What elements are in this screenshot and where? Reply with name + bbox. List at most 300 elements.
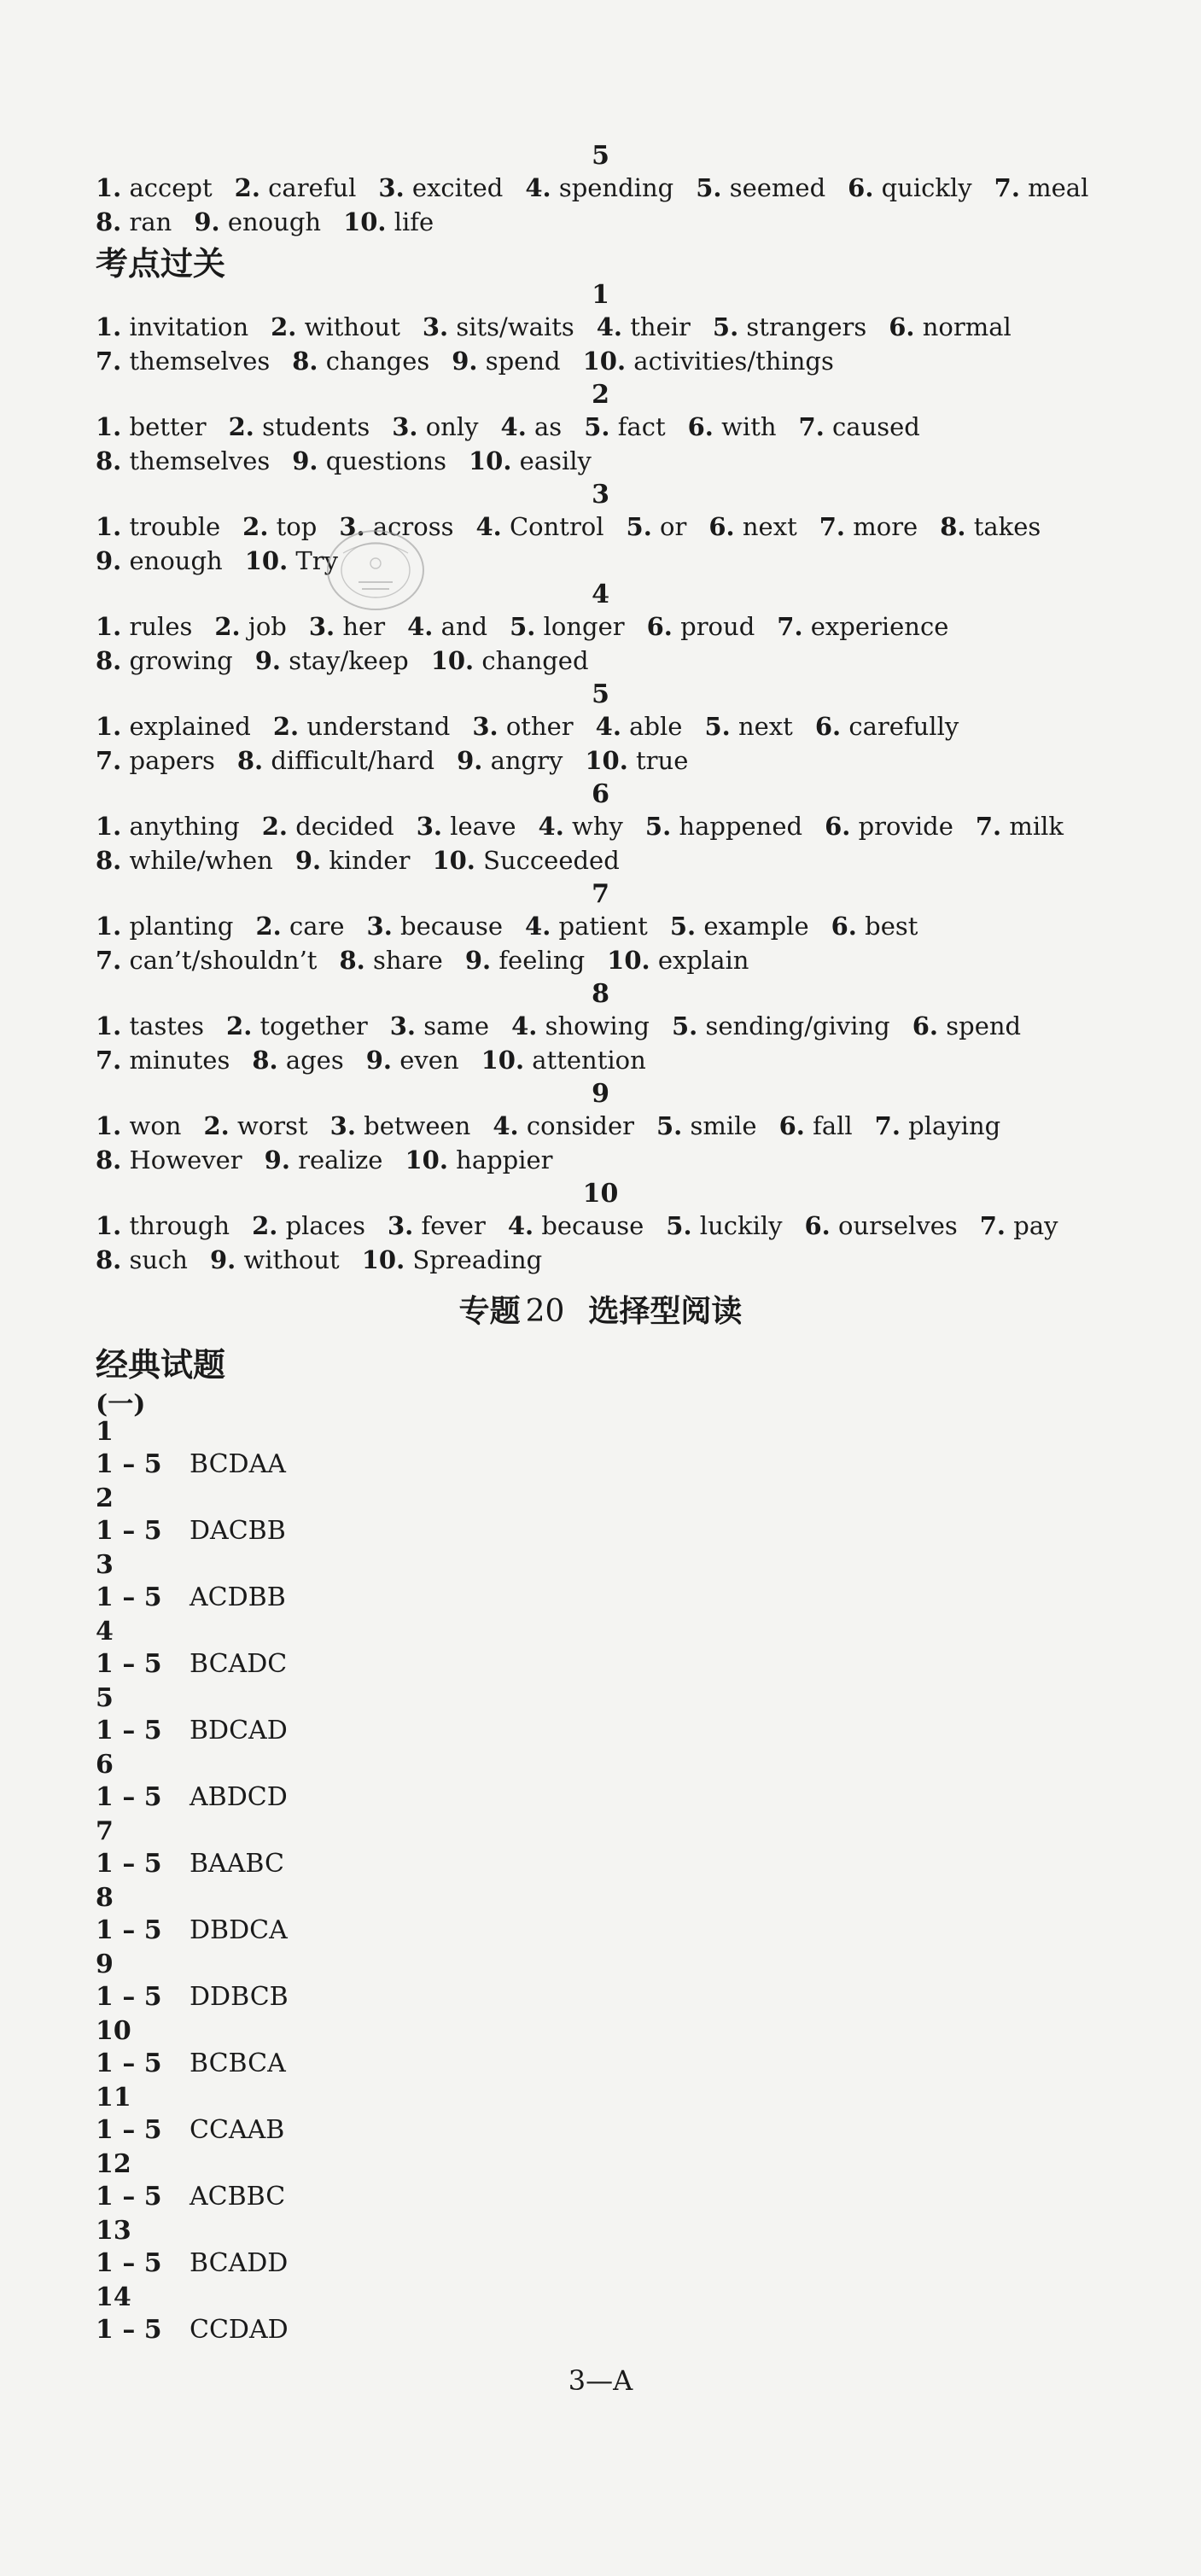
answer-number: 10. bbox=[430, 646, 475, 675]
range-label: 1 – 5 bbox=[96, 1582, 162, 1612]
answer-word: seemed bbox=[729, 173, 826, 202]
answer-word: minutes bbox=[129, 1046, 230, 1075]
answer-word: because bbox=[541, 1211, 644, 1240]
answer-item bbox=[539, 812, 623, 841]
answer-word: across bbox=[372, 512, 454, 541]
answer-word: longer bbox=[543, 612, 625, 641]
answer-item bbox=[472, 712, 573, 741]
answer-word: pay bbox=[1013, 1211, 1058, 1240]
answer-line bbox=[96, 1011, 1043, 1040]
answer-word: ages bbox=[285, 1046, 344, 1075]
answer-number: 6. bbox=[687, 412, 714, 441]
answer-item bbox=[713, 312, 866, 341]
answer-number: 9. bbox=[464, 946, 492, 975]
answer-word: Spreading bbox=[412, 1245, 543, 1274]
answer-line bbox=[96, 207, 456, 236]
answer-item bbox=[627, 512, 687, 541]
answer-word: playing bbox=[908, 1111, 1001, 1140]
answer-item bbox=[214, 612, 287, 641]
stamp-watermark bbox=[318, 519, 434, 620]
answer-item bbox=[273, 712, 451, 741]
answer-number: 10. bbox=[607, 946, 650, 975]
range-label: 1 – 5 bbox=[96, 2315, 162, 2345]
answer-item bbox=[96, 1046, 230, 1075]
range-label: 1 – 5 bbox=[96, 1516, 162, 1546]
answer-row bbox=[96, 2182, 285, 2212]
answer-number: 10. bbox=[582, 347, 627, 376]
answer-number: 3. bbox=[378, 173, 405, 202]
page-footer: 3—A bbox=[568, 2364, 633, 2397]
answer-line bbox=[96, 512, 1063, 541]
answer-number: 8. bbox=[96, 1145, 122, 1174]
answer-item bbox=[390, 1011, 489, 1040]
answer-item bbox=[237, 746, 434, 775]
answer-number: 8. bbox=[292, 347, 318, 376]
answer-line bbox=[96, 412, 942, 441]
answer-item bbox=[96, 446, 270, 475]
answer-word: sending/giving bbox=[705, 1011, 890, 1040]
answer-word: changes bbox=[325, 347, 430, 376]
answer-word: spend bbox=[485, 347, 561, 376]
answer-number: 9. bbox=[264, 1145, 290, 1174]
answer-number: 8. bbox=[96, 1245, 122, 1274]
answer-number: 10. bbox=[432, 846, 475, 875]
answer-item bbox=[597, 312, 691, 341]
answer-number: 4. bbox=[595, 712, 621, 741]
answer-number: 9. bbox=[292, 446, 318, 475]
answer-word: normal bbox=[922, 312, 1012, 341]
answer-item bbox=[799, 412, 920, 441]
answer-item bbox=[210, 1245, 340, 1274]
answer-item bbox=[848, 173, 972, 202]
answer-number: 4. bbox=[500, 412, 527, 441]
answer-word: next bbox=[742, 512, 797, 541]
answer-item bbox=[295, 846, 411, 875]
answer-number: 8. bbox=[940, 512, 966, 541]
answer-word: excited bbox=[411, 173, 504, 202]
answer-number: 5. bbox=[696, 173, 722, 202]
answer-word: spend bbox=[946, 1011, 1022, 1040]
section-heading-jingdian: 经典试题 bbox=[96, 1346, 226, 1384]
answer-row bbox=[96, 1516, 286, 1546]
answer-number: 7. bbox=[96, 746, 122, 775]
question-number: 1 bbox=[96, 1417, 114, 1447]
answer-item bbox=[96, 912, 233, 941]
answer-word: ran bbox=[129, 207, 172, 236]
answer-item bbox=[777, 612, 948, 641]
answer-word: proud bbox=[680, 612, 755, 641]
answer-number: 1. bbox=[96, 312, 122, 341]
answer-item bbox=[815, 712, 959, 741]
answer-number: 9. bbox=[254, 646, 282, 675]
answer-item bbox=[96, 1145, 242, 1174]
answer-number: 8. bbox=[252, 1046, 278, 1075]
answer-item bbox=[493, 1111, 634, 1140]
answer-number: 3. bbox=[366, 912, 393, 941]
answer-row bbox=[96, 1849, 284, 1879]
answer-letters: CCDAD bbox=[189, 2315, 289, 2345]
answer-item bbox=[194, 207, 321, 236]
answer-word: accept bbox=[129, 173, 213, 202]
answer-number: 2. bbox=[234, 173, 260, 202]
answer-number: 9. bbox=[194, 207, 220, 236]
answer-number: 4. bbox=[507, 1211, 534, 1240]
answer-item bbox=[670, 912, 809, 941]
answer-number: 5. bbox=[669, 912, 697, 941]
answer-letters: BDCAD bbox=[189, 1716, 288, 1746]
range-label: 1 – 5 bbox=[96, 1716, 162, 1746]
answer-word: kinder bbox=[329, 846, 411, 875]
answer-item bbox=[805, 1211, 958, 1240]
answer-item bbox=[378, 173, 503, 202]
answer-word: through bbox=[129, 1211, 230, 1240]
answer-word: realize bbox=[298, 1145, 383, 1174]
answer-item bbox=[271, 312, 400, 341]
answer-word: However bbox=[129, 1145, 242, 1174]
answer-line bbox=[96, 912, 940, 941]
answer-word: her bbox=[342, 612, 386, 641]
answer-letters: BCADD bbox=[189, 2248, 289, 2278]
answer-word: careful bbox=[268, 173, 357, 202]
answer-line bbox=[96, 812, 1086, 841]
answer-word: leave bbox=[450, 812, 516, 841]
answer-number: 3. bbox=[416, 812, 443, 841]
topic-name: 选择型阅读 bbox=[588, 1294, 743, 1329]
answer-word: easily bbox=[519, 446, 592, 475]
answer-row bbox=[96, 1649, 287, 1679]
answer-item bbox=[525, 173, 673, 202]
answer-number: 6. bbox=[646, 612, 673, 641]
question-number: 2 bbox=[96, 1483, 114, 1513]
answer-word: best bbox=[865, 912, 918, 941]
answer-number: 3. bbox=[389, 1011, 417, 1040]
answer-number: 2. bbox=[255, 912, 282, 941]
answer-number: 2. bbox=[272, 712, 300, 741]
answer-word: explained bbox=[129, 712, 251, 741]
answer-row bbox=[96, 1449, 286, 1479]
answer-number: 4. bbox=[525, 912, 551, 941]
answer-word: happened bbox=[679, 812, 803, 841]
answer-word: anything bbox=[129, 812, 240, 841]
answer-word: same bbox=[423, 1011, 490, 1040]
range-label: 1 – 5 bbox=[96, 1982, 162, 2012]
answer-word: and bbox=[440, 612, 488, 641]
answer-number: 3. bbox=[388, 1211, 414, 1240]
answer-row bbox=[96, 1582, 286, 1612]
range-label: 1 – 5 bbox=[96, 1915, 162, 1945]
answer-number: 2. bbox=[214, 612, 241, 641]
answer-word: Control bbox=[509, 512, 604, 541]
answer-number: 2. bbox=[228, 412, 254, 441]
answer-item bbox=[96, 412, 207, 441]
answer-item bbox=[235, 173, 357, 202]
answer-item bbox=[647, 612, 755, 641]
answer-word: invitation bbox=[129, 312, 249, 341]
answer-item bbox=[666, 1211, 782, 1240]
range-label: 1 – 5 bbox=[96, 2115, 162, 2145]
answer-item bbox=[252, 1046, 343, 1075]
answer-word: decided bbox=[295, 812, 394, 841]
answer-item bbox=[704, 712, 792, 741]
answer-item bbox=[688, 412, 777, 441]
answer-item bbox=[96, 546, 223, 575]
question-number: 5 bbox=[96, 1683, 114, 1713]
answer-item bbox=[242, 512, 317, 541]
answer-number: 5. bbox=[671, 1011, 698, 1040]
answer-word: life bbox=[394, 207, 434, 236]
answer-item bbox=[994, 173, 1089, 202]
answer-number: 1. bbox=[96, 612, 122, 641]
answer-number: 10. bbox=[405, 1145, 448, 1174]
answer-item bbox=[452, 347, 560, 376]
question-number: 13 bbox=[96, 2216, 131, 2246]
answer-word: themselves bbox=[129, 446, 271, 475]
group-number: 9 bbox=[592, 1079, 609, 1109]
answer-item bbox=[696, 173, 825, 202]
question-number: 3 bbox=[96, 1550, 114, 1580]
answer-line bbox=[96, 712, 981, 741]
answer-number: 7. bbox=[975, 812, 1002, 841]
answer-number: 6. bbox=[804, 1211, 831, 1240]
answer-word: while/when bbox=[129, 846, 273, 875]
topic-title bbox=[0, 1287, 1201, 1331]
answer-word: Succeeded bbox=[483, 846, 620, 875]
answer-word: worst bbox=[236, 1111, 308, 1140]
answer-letters: BCDAA bbox=[189, 1449, 286, 1479]
group-number: 6 bbox=[592, 779, 609, 809]
answer-item bbox=[432, 846, 619, 875]
answer-word: ourselves bbox=[838, 1211, 958, 1240]
answer-word: showing bbox=[545, 1011, 650, 1040]
answer-item bbox=[508, 1211, 644, 1240]
answer-number: 5. bbox=[704, 712, 731, 741]
question-number: 8 bbox=[96, 1883, 114, 1913]
answer-row bbox=[96, 1716, 288, 1746]
answer-number: 6. bbox=[848, 173, 874, 202]
answer-item bbox=[255, 912, 344, 941]
answer-number: 7. bbox=[96, 347, 122, 376]
answer-number: 4. bbox=[407, 612, 434, 641]
answer-item bbox=[96, 712, 251, 741]
answer-word: patient bbox=[558, 912, 648, 941]
answer-line bbox=[96, 746, 710, 775]
answer-item bbox=[262, 812, 394, 841]
answer-number: 2. bbox=[242, 512, 269, 541]
answer-number: 8. bbox=[236, 746, 264, 775]
answer-number: 7. bbox=[979, 1211, 1006, 1240]
answer-word: even bbox=[399, 1046, 459, 1075]
answer-word: example bbox=[703, 912, 809, 941]
answer-item bbox=[708, 512, 796, 541]
answer-item bbox=[96, 612, 192, 641]
group-number: 3 bbox=[592, 480, 609, 510]
answer-number: 3. bbox=[422, 312, 449, 341]
answer-word: fall bbox=[813, 1111, 853, 1140]
answer-row bbox=[96, 1982, 289, 2012]
answer-number: 10. bbox=[585, 746, 628, 775]
answer-item bbox=[431, 646, 589, 675]
answer-word: able bbox=[629, 712, 683, 741]
answer-word: trouble bbox=[129, 512, 221, 541]
topic-prefix: 专题 bbox=[458, 1294, 521, 1329]
answer-word: care bbox=[289, 912, 345, 941]
answer-item bbox=[96, 173, 213, 202]
answer-number: 5. bbox=[584, 412, 610, 441]
answer-number: 10. bbox=[361, 1245, 405, 1274]
answer-number: 6. bbox=[831, 912, 857, 941]
answer-number: 1. bbox=[96, 1111, 122, 1140]
answer-word: changed bbox=[481, 646, 589, 675]
answer-number: 4. bbox=[596, 312, 623, 341]
answer-letters: DACBB bbox=[189, 1516, 286, 1546]
answer-number: 7. bbox=[96, 1046, 122, 1075]
answer-item bbox=[96, 1011, 204, 1040]
answer-word: quickly bbox=[881, 173, 972, 202]
answer-line bbox=[96, 646, 611, 675]
answer-item bbox=[96, 646, 233, 675]
answer-number: 5. bbox=[644, 812, 672, 841]
question-number: 6 bbox=[96, 1750, 114, 1780]
answer-item bbox=[940, 512, 1041, 541]
answer-item bbox=[343, 207, 434, 236]
answer-number: 1. bbox=[96, 412, 122, 441]
answer-word: luckily bbox=[699, 1211, 783, 1240]
answer-item bbox=[457, 746, 563, 775]
answer-word: understand bbox=[306, 712, 451, 741]
answer-word: provide bbox=[858, 812, 953, 841]
answer-item bbox=[388, 1211, 486, 1240]
answer-number: 4. bbox=[475, 512, 502, 541]
answer-word: with bbox=[721, 412, 777, 441]
question-number: 14 bbox=[96, 2282, 131, 2312]
answer-row bbox=[96, 1915, 288, 1945]
answer-item bbox=[265, 1145, 383, 1174]
answer-word: only bbox=[425, 412, 479, 441]
answer-number: 10. bbox=[481, 1046, 525, 1075]
answer-item bbox=[819, 512, 918, 541]
range-label: 1 – 5 bbox=[96, 1849, 162, 1879]
answer-item bbox=[584, 412, 665, 441]
answer-number: 5. bbox=[712, 312, 739, 341]
answer-number: 7. bbox=[777, 612, 803, 641]
answer-word: without bbox=[304, 312, 400, 341]
answer-word: papers bbox=[129, 746, 215, 775]
question-number: 12 bbox=[96, 2149, 131, 2179]
question-number: 7 bbox=[96, 1816, 114, 1846]
question-number: 9 bbox=[96, 1949, 114, 1979]
answer-word: Try bbox=[295, 546, 338, 575]
answer-number: 5. bbox=[656, 1111, 683, 1140]
answer-item bbox=[96, 1245, 188, 1274]
range-label: 1 – 5 bbox=[96, 2248, 162, 2278]
answer-word: without bbox=[243, 1245, 340, 1274]
answer-number: 5. bbox=[626, 512, 652, 541]
answer-item bbox=[779, 1111, 853, 1140]
answer-number: 7. bbox=[798, 412, 825, 441]
answer-number: 2. bbox=[261, 812, 288, 841]
answer-item bbox=[656, 1111, 757, 1140]
answer-item bbox=[252, 1211, 365, 1240]
answer-item bbox=[392, 412, 478, 441]
answer-item bbox=[366, 1046, 459, 1075]
answer-number: 3. bbox=[329, 1111, 356, 1140]
answer-item bbox=[825, 812, 953, 841]
answer-number: 1. bbox=[96, 1211, 122, 1240]
answer-item bbox=[889, 312, 1012, 341]
group-number: 2 bbox=[592, 380, 609, 410]
answer-number: 2. bbox=[226, 1011, 253, 1040]
group-number: 4 bbox=[592, 580, 609, 609]
answer-item bbox=[831, 912, 918, 941]
answer-word: places bbox=[285, 1211, 365, 1240]
answer-item bbox=[292, 446, 446, 475]
answer-number: 2. bbox=[271, 312, 297, 341]
answer-item bbox=[229, 412, 370, 441]
answer-item bbox=[583, 347, 834, 376]
range-label: 1 – 5 bbox=[96, 1649, 162, 1679]
answer-number: 8. bbox=[96, 446, 122, 475]
answer-word: together bbox=[259, 1011, 368, 1040]
answer-item bbox=[510, 612, 625, 641]
answer-word: smile bbox=[690, 1111, 757, 1140]
answer-word: activities/things bbox=[633, 347, 834, 376]
group-number: 10 bbox=[582, 1179, 619, 1209]
answer-number: 10. bbox=[343, 207, 387, 236]
answer-word: sits/waits bbox=[456, 312, 574, 341]
answer-number: 9. bbox=[457, 746, 483, 775]
answer-item bbox=[367, 912, 503, 941]
part-label: (一) bbox=[96, 1390, 146, 1419]
answer-item bbox=[875, 1111, 1001, 1140]
answer-item bbox=[96, 1211, 230, 1240]
answer-number: 9. bbox=[294, 846, 322, 875]
answer-line bbox=[96, 1211, 1081, 1240]
answer-number: 1. bbox=[96, 1011, 122, 1040]
answer-word: more bbox=[853, 512, 918, 541]
answer-number: 8. bbox=[96, 207, 122, 236]
answer-number: 1. bbox=[96, 712, 122, 741]
answer-item bbox=[292, 347, 429, 376]
answer-number: 7. bbox=[819, 512, 846, 541]
answer-number: 6. bbox=[814, 712, 842, 741]
answer-word: or bbox=[660, 512, 687, 541]
answer-number: 1. bbox=[96, 512, 122, 541]
answer-number: 8. bbox=[339, 946, 365, 975]
answer-item bbox=[339, 946, 442, 975]
answer-line bbox=[96, 1046, 668, 1075]
answer-item bbox=[475, 512, 603, 541]
answer-row bbox=[96, 2049, 286, 2078]
answer-word: job bbox=[248, 612, 287, 641]
answer-line bbox=[96, 1245, 564, 1274]
answer-item bbox=[607, 946, 749, 975]
answer-item bbox=[525, 912, 648, 941]
answer-number: 2. bbox=[203, 1111, 230, 1140]
answer-number: 6. bbox=[825, 812, 851, 841]
answer-word: as bbox=[534, 412, 563, 441]
answer-letters: DDBCB bbox=[189, 1982, 289, 2012]
question-number: 11 bbox=[96, 2083, 131, 2113]
group-number: 1 bbox=[592, 280, 609, 310]
answer-line bbox=[96, 612, 971, 641]
answer-word: rules bbox=[129, 612, 193, 641]
answer-item bbox=[96, 312, 248, 341]
answer-word: can’t/shouldn’t bbox=[129, 946, 318, 975]
answer-row bbox=[96, 2248, 288, 2278]
answer-item bbox=[96, 207, 172, 236]
group-number: 7 bbox=[592, 879, 609, 909]
answer-number: 7. bbox=[874, 1111, 901, 1140]
